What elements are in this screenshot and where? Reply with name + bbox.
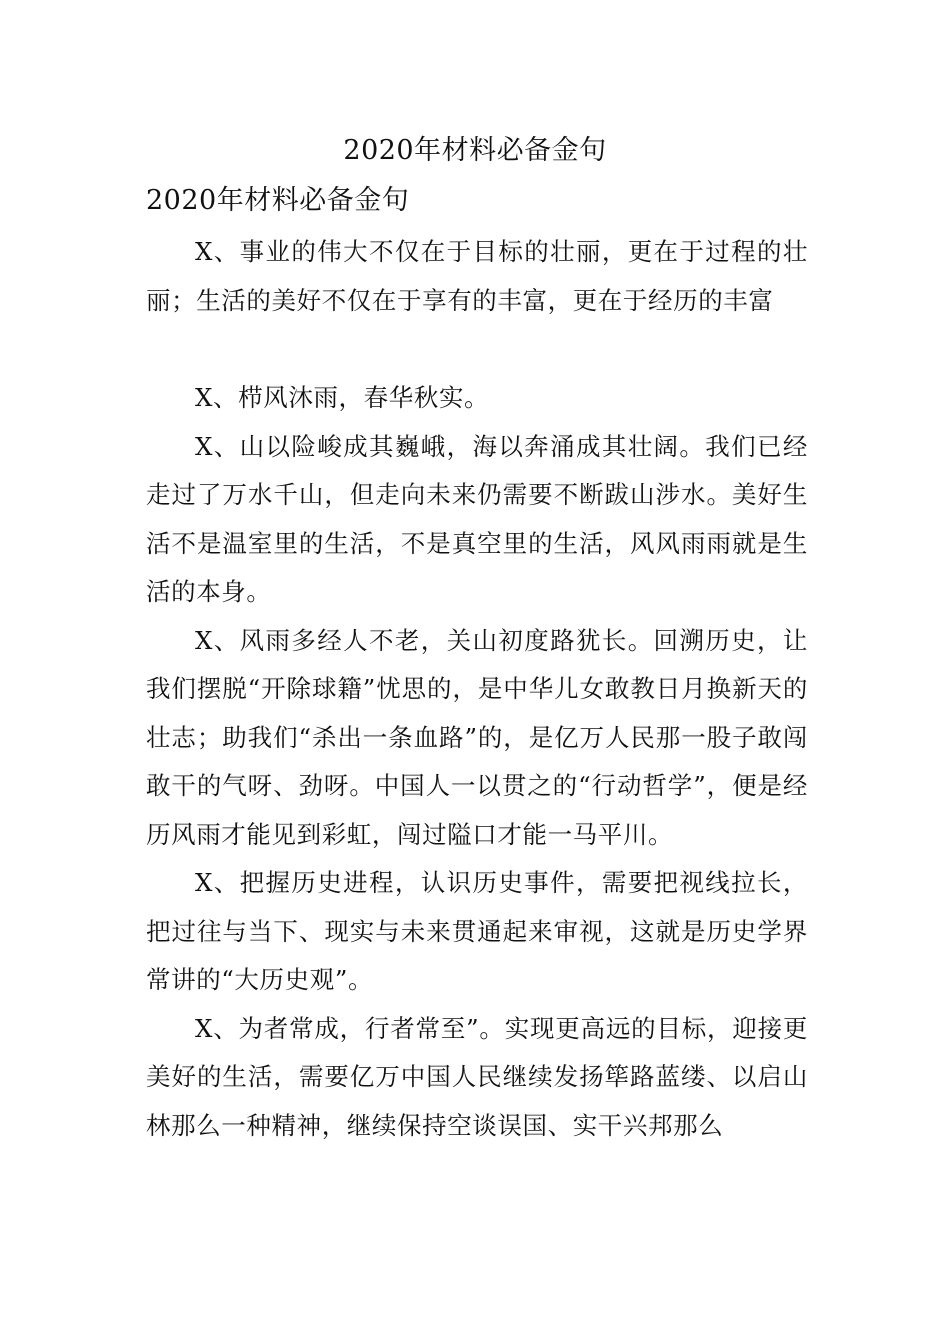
- paragraph: X、风雨多经人不老，关山初度路犹长。回溯历史，让我们摆脱“开除球籍”忧思的，是中华儿女敢教日月换新天的壮志；助我们“杀出一条血路”的，是亿万人民那一股子敢闯敢干的气呀、劲呀。中国人一以贯之的“行动哲学”，便是经历风雨才能见到彩虹，闯过隘口才能一马平川。: [146, 625, 808, 849]
- paragraph: X、为者常成，行者常至”。实现更高远的目标，迎接更美好的生活，需要亿万中国人民继续发扬筚路蓝缕、以启山林那么一种精神，继续保持空谈误国、实干兴邦那么: [146, 1013, 808, 1140]
- document-title: 2020年材料必备金句: [343, 135, 607, 166]
- paragraph: X、把握历史进程，认识历史事件，需要把视线拉长，把过往与当下、现实与未来贯通起来审视，这就是历史学界常讲的“大历史观”。: [146, 868, 808, 994]
- paragraph: X、事业的伟大不仅在于目标的壮丽，更在于过程的壮丽；生活的美好不仅在于享有的丰富，更在于经历的丰富: [146, 237, 808, 315]
- document-subtitle: 2020年材料必备金句: [146, 185, 410, 216]
- paragraph: X、栉风沐雨，春华秋实。: [195, 383, 490, 412]
- document-body: [146, 228, 808, 1150]
- paragraph: X、山以险峻成其巍峨，海以奔涌成其壮阔。我们已经走过了万水千山，但走向未来仍需要不断跋山涉水。美好生活不是温室里的生活，不是真空里的生活，风风雨雨就是生活的本身。: [146, 431, 808, 606]
